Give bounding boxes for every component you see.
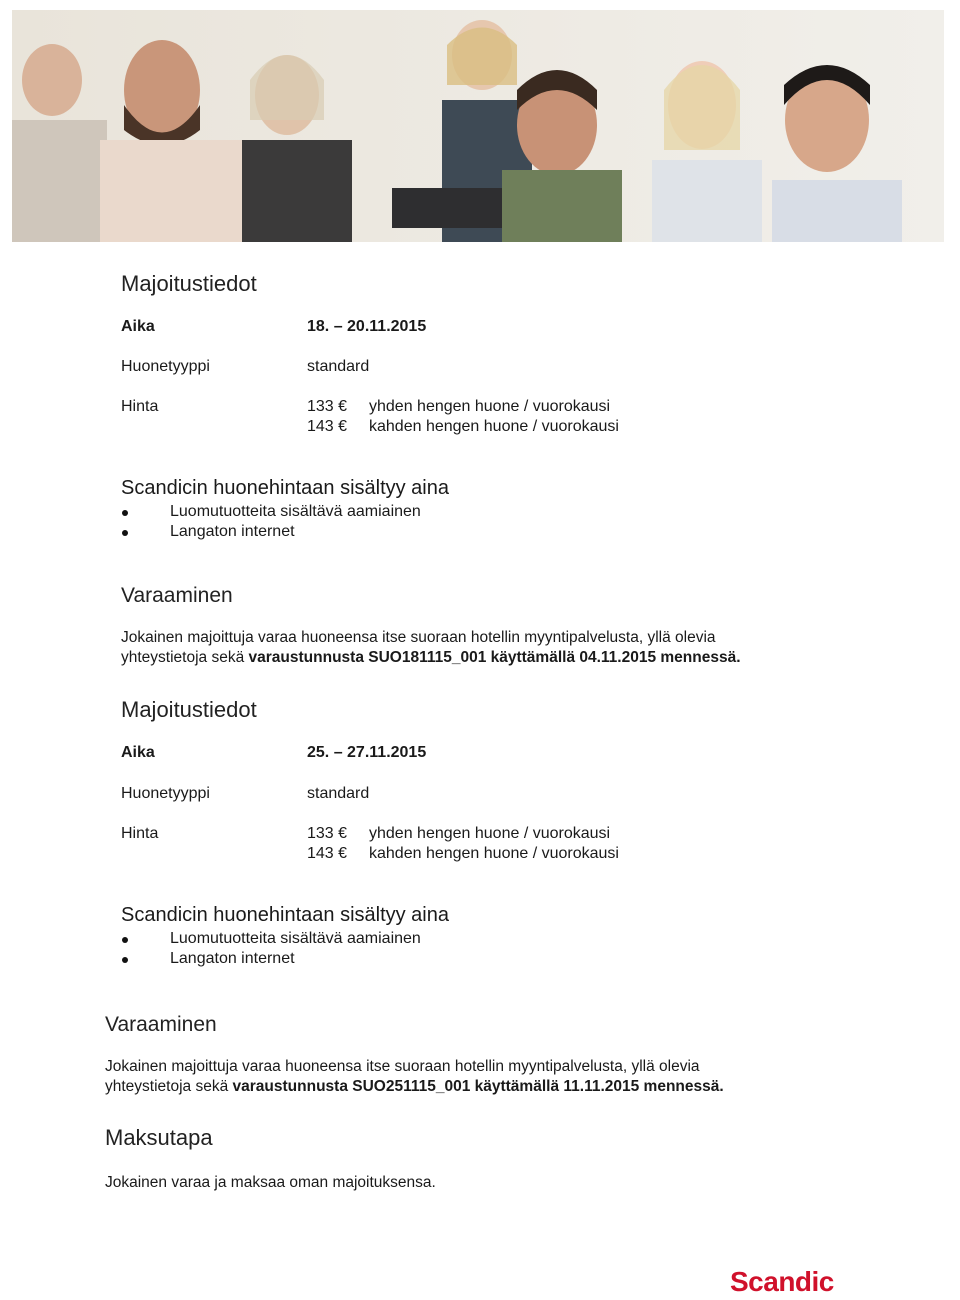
booking-line: Jokainen majoittuja varaa huoneensa itse suoraan hotellin myyntipalvelusta, yllä olevia bbox=[105, 1058, 700, 1075]
section2-price-label: Hinta bbox=[121, 825, 159, 842]
section2-title: Majoitustiedot bbox=[121, 697, 257, 722]
booking-code: varaustunnusta SUO251115_001 käyttämällä 11.11.2015 mennessä. bbox=[232, 1078, 724, 1095]
section1-price-amount: 133 € bbox=[307, 398, 348, 415]
bullet-icon bbox=[122, 530, 128, 536]
section2-price-desc: kahden hengen huone / vuorokausi bbox=[369, 845, 619, 862]
section2-roomtype-value: standard bbox=[307, 785, 370, 802]
booking-line-prefix: yhteystietoja sekä bbox=[105, 1078, 233, 1095]
booking-line-prefix: yhteystietoja sekä bbox=[121, 649, 249, 666]
scandic-logo: Scandic bbox=[730, 1266, 834, 1297]
section1-aika-value: 18. – 20.11.2015 bbox=[307, 318, 427, 335]
bullet-icon bbox=[122, 957, 128, 963]
booking-code: varaustunnusta SUO181115_001 käyttämällä 04.11.2015 mennessä. bbox=[248, 649, 741, 666]
bullet-icon bbox=[122, 510, 128, 516]
section2-roomtype-label: Huonetyyppi bbox=[121, 785, 210, 802]
section1-roomtype-label: Huonetyyppi bbox=[121, 358, 210, 375]
section1-price-desc: kahden hengen huone / vuorokausi bbox=[369, 418, 619, 435]
section1-price-desc: yhden hengen huone / vuorokausi bbox=[369, 398, 611, 415]
section1-booking-text bbox=[121, 628, 741, 668]
section1-title: Majoitustiedot bbox=[121, 271, 257, 296]
section2-price-amount: 143 € bbox=[307, 845, 348, 862]
section2-booking-text bbox=[105, 1057, 724, 1097]
payment-text: Jokainen varaa ja maksaa oman majoituksensa. bbox=[105, 1174, 436, 1191]
header-photo bbox=[12, 10, 944, 242]
section2-aika-label: Aika bbox=[121, 744, 155, 761]
booking-line bbox=[105, 1077, 724, 1097]
section1-roomtype-value: standard bbox=[307, 358, 370, 375]
include-item-label: Langaton internet bbox=[170, 523, 295, 540]
include-item-label: Luomutuotteita sisältävä aamiainen bbox=[170, 930, 421, 947]
section2-aika-value: 25. – 27.11.2015 bbox=[307, 744, 427, 761]
section2-booking-title: Varaaminen bbox=[105, 1013, 217, 1036]
section2-includes-title: Scandicin huonehintaan sisältyy aina bbox=[121, 904, 449, 926]
section2-price-amount: 133 € bbox=[307, 825, 348, 842]
bullet-icon bbox=[122, 937, 128, 943]
payment-title: Maksutapa bbox=[105, 1125, 213, 1150]
section1-price-label: Hinta bbox=[121, 398, 159, 415]
section2-price-desc: yhden hengen huone / vuorokausi bbox=[369, 825, 611, 842]
section1-includes-title: Scandicin huonehintaan sisältyy aina bbox=[121, 477, 449, 499]
section1-aika-label: Aika bbox=[121, 318, 155, 335]
booking-line: Jokainen majoittuja varaa huoneensa itse suoraan hotellin myyntipalvelusta, yllä olevia bbox=[121, 629, 716, 646]
include-item-label: Langaton internet bbox=[170, 950, 295, 967]
booking-line bbox=[121, 648, 741, 668]
include-item-label: Luomutuotteita sisältävä aamiainen bbox=[170, 503, 421, 520]
section1-price-amount: 143 € bbox=[307, 418, 348, 435]
section1-booking-title: Varaaminen bbox=[121, 584, 233, 607]
